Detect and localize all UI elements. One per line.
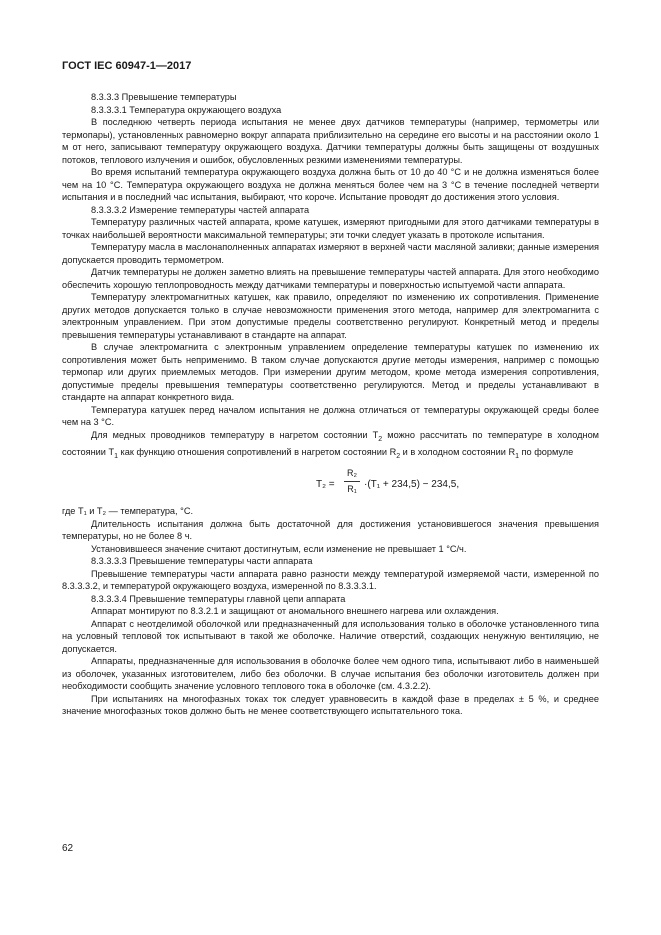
section-heading-8-3-3-3-1: 8.3.3.3.1 Температура окружающего воздуха <box>91 104 282 115</box>
copper-sub-d: 1 <box>515 452 519 460</box>
paragraph-mounting: Аппарат монтируют по 8.3.2.1 и защищают от аномального внешнего нагрева или охлаждения. <box>91 606 499 617</box>
paragraph-parts-temperature: Температуру различных частей аппарата, кроме катушек, измеряют пригодными для этого датчиками температуры в точках наибольшей вероятности максимальной температуры; эти точки следует указать в протоколе испытания. <box>62 217 599 240</box>
formula-numerator: R₂ <box>344 467 360 482</box>
copper-text-c: как функцию отношения сопротивлений в нагретом состоянии R <box>118 446 397 457</box>
page-number: 62 <box>62 843 74 854</box>
paragraph-electronic-control: В случае электромагнита с электронным управлением определение температуры катушек по изменению их сопротивления может быть неприменимо. В таком случае допускаются другие методы измерения, например с помощью термопар или других приемлемых методов. При измерении другим методом, кроме метода измерения сопротивления, допустимые пределы превышения температуры соответственно регулируются. Метод и пределы устанавливают в стандарте на аппарат конкретного вида. <box>62 342 599 402</box>
formula-lhs: T₂ = <box>316 479 335 491</box>
temperature-formula <box>62 467 599 501</box>
paragraph-where: где T₁ и T₂ — температура, °С. <box>62 506 194 517</box>
copper-sub-b: 1 <box>114 452 118 460</box>
paragraph-steady-state: Установившееся значение считают достигнутым, если изменение не превышает 1 °С/ч. <box>91 543 467 554</box>
document-body <box>62 91 599 718</box>
copper-text-d: и в холодном состоянии R <box>400 446 516 457</box>
paragraph-duration: Длительность испытания должна быть достаточной для достижения установившегося значения превышения температуры, но не более 8 ч. <box>62 518 599 542</box>
copper-text-b: можно рассчитать по температуре в холодном состоянии T <box>62 429 599 457</box>
paragraph-coil-initial: Температура катушек перед началом испытания не должна отличаться от температуры окружающей среды более чем на 3 °С. <box>62 404 599 427</box>
copper-text-e: по формуле <box>519 446 574 457</box>
section-heading-8-3-3-3-4: 8.3.3.3.4 Превышение температуры главной цепи аппарата <box>91 593 346 604</box>
paragraph-part-rise: Превышение температуры части аппарата равно разности между температурой измеряемой части, измеренной по 8.3.3.3.2, и температурой окружающего воздуха, измеренной по 8.3.3.3.1. <box>62 568 599 592</box>
copper-sub-a: 2 <box>378 435 383 443</box>
paragraph-sensor-influence: Датчик температуры не должен заметно влиять на превышение температуры частей аппарата. Для этого необходимо обеспечить хорошую теплопроводность между датчиками температуры и поверхностью испытуемой части аппарата. <box>62 267 599 290</box>
formula-rhs: ·(T₁ + 234,5) − 234,5, <box>364 479 460 491</box>
paragraph-copper-formula-intro <box>62 429 599 464</box>
section-heading-8-3-3-3: 8.3.3.3 Превышение температуры <box>91 92 237 102</box>
paragraph-ambient-range: Во время испытаний температура окружающего воздуха должна быть от 10 до 40 °С и не должна изменяться более чем на 10 °С. Температура окружающего воздуха не должна меняться более чем на 3 °С в течение последней четверти испытания и в последний час испытания, выбирают, что короче. Испытание проводят до достижения этого условия. <box>62 167 599 202</box>
paragraph-sensors: В последнюю четверть периода испытания не менее двух датчиков температуры (например, термометры или термопары), установленных равномерно вокруг аппарата приблизительно на середине его высоты и на расстоянии около 1 м от него, записывают температуру окружающего воздуха. Датчики температуры должны быть защищены от воздушных потоков, теплового излучения и ошибок, обусловленных резкими изменениями температуры. <box>62 117 599 165</box>
formula-fraction <box>344 467 360 496</box>
section-heading-8-3-3-3-3: 8.3.3.3.3 Превышение температуры части аппарата <box>91 556 313 567</box>
paragraph-multiple-enclosures: Аппараты, предназначенные для использования в оболочке более чем одного типа, испытывают либо в наименьшей из оболочек, указанных изготовителем, либо без оболочки. В случае испытания без оболочки изготовитель должен при необходимости сообщить значение условного теплового тока в оболочке (см. 4.3.2.2). <box>62 656 599 692</box>
paragraph-oil-temperature: Температуру масла в маслонаполненных аппаратах измеряют в верхней части масляной заливки; данные измерения допускается проводить термометром. <box>62 242 599 265</box>
section-heading-8-3-3-3-2: 8.3.3.3.2 Измерение температуры частей аппарата <box>91 204 310 215</box>
copper-text-a: Для медных проводников температуру в нагретом состоянии T <box>91 429 379 440</box>
paragraph-enclosure: Аппарат с неотделимой оболочкой или предназначенный для использования только в оболочке установленного типа на условный тепловой ток испытывают в такой же оболочке. Наличие отверстий, создающих ненужную вентиляцию, не допускается. <box>62 618 599 654</box>
paragraph-coil-temperature: Температуру электромагнитных катушек, как правило, определяют по изменению их сопротивления. Применение других методов допускается только в случае невозможности применения этого метода, например для электромагнита с электронным управлением. При этом допустимые пределы соответственно регулируют. Конкретный метод и пределы превышения температуры устанавливают в стандарте на аппарат. <box>62 292 599 340</box>
formula-denominator: R₁ <box>347 484 357 495</box>
document-header: ГОСТ IEC 60947-1—2017 <box>62 60 192 72</box>
paragraph-polyphase: При испытаниях на многофазных токах ток следует уравновесить в каждой фазе в пределах ± 5 %, и среднее значение многофазных токов должно быть не менее соответствующего испытательного тока. <box>62 693 599 717</box>
copper-sub-c: 2 <box>396 452 401 460</box>
